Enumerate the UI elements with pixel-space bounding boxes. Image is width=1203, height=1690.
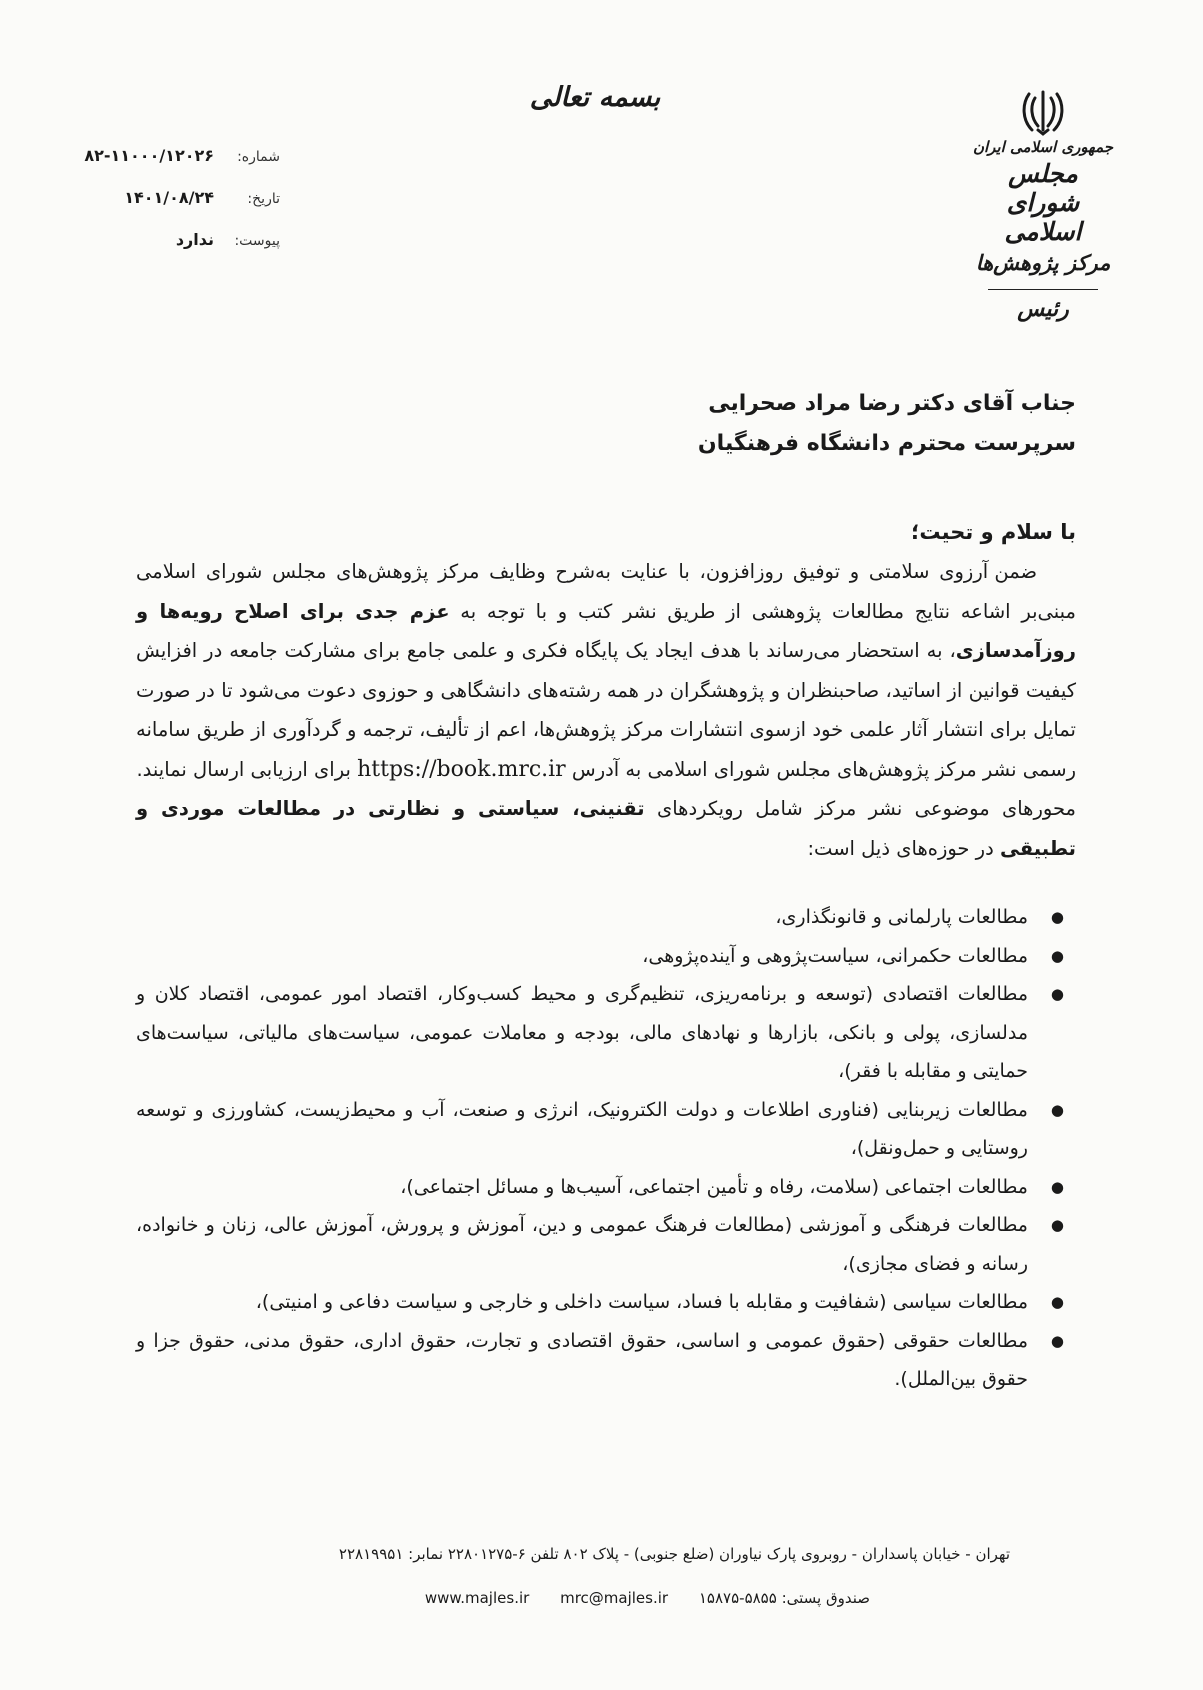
emblem-role: رئیس <box>1017 296 1069 323</box>
topic-text: مطالعات اقتصادی (توسعه و برنامه‌ریزی، تنظیم‌گری و محیط کسب‌وکار، اقتصاد امور عمومی، اقتصاد کلان و مدلسازی، پولی و بانکی، بازارها و نهادهای مالی، بودجه و معاملات عمومی، سیاست‌های مالیاتی، سیاست‌های حمایتی و مقابله با فقر)، <box>136 983 1028 1082</box>
bullet-icon: ● <box>1050 908 1064 926</box>
footer-contacts <box>220 1587 1010 1609</box>
para2-bold: تقنینی، سیاستی و نظارتی در مطالعات موردی و تطبیقی <box>136 797 1076 860</box>
letterhead-emblem <box>968 88 1118 322</box>
list-item <box>136 1206 1076 1283</box>
list-item <box>136 1168 1076 1207</box>
recipient-name: جناب آقای دکتر رضا مراد صحرایی <box>708 391 1076 416</box>
para1-bold: عزم جدی برای اصلاح رویه‌ها و روزآمدسازی <box>136 599 1076 662</box>
bullet-icon: ● <box>1050 1331 1064 1350</box>
bullet-icon: ● <box>1050 1216 1064 1234</box>
para1-text-c: برای ارزیابی ارسال نمایند. <box>136 757 358 781</box>
bullet-icon: ● <box>1050 1177 1064 1196</box>
footer-website-link[interactable]: www.majles.ir <box>424 1589 530 1607</box>
meta-attachment-row <box>60 230 280 272</box>
topic-text: مطالعات حقوقی (حقوق عمومی و اساسی، حقوق اقتصادی و تجارت، حقوق اداری، حقوق مدنی، حقوق جزا و حقوق بین‌الملل). <box>136 1329 1028 1390</box>
meta-date-label: تاریخ: <box>247 191 280 207</box>
letter-footer <box>220 1543 1010 1609</box>
list-item <box>136 937 1076 976</box>
letter-meta <box>60 146 280 272</box>
list-item <box>136 898 1076 937</box>
iran-emblem-icon <box>1020 88 1066 136</box>
meta-date-row <box>60 188 280 230</box>
footer-po-box: صندوق پستی: ۵۸۵۵-۱۵۸۷۵ <box>698 1589 870 1607</box>
emblem-divider <box>988 289 1098 290</box>
emblem-org-name: مجلس شورای اسلامی <box>1004 159 1082 246</box>
bullet-icon: ● <box>1050 1100 1064 1119</box>
body-paragraph-1 <box>136 552 1076 789</box>
para2-text-a: محورهای موضوعی نشر مرکز شامل رویکردهای <box>644 797 1076 820</box>
para2-text-b: در حوزه‌های ذیل است: <box>807 836 1000 860</box>
meta-attachment-label: پیوست: <box>234 233 280 249</box>
para1-text-a: ضمن آرزوی سلامتی و توفیق روزافزون، با عنایت به‌شرح وظایف مرکز پژوهش‌های مجلس شورای اسلامی مبنی‌بر اشاعه نتایج مطالعات پژوهشی از طریق نشر کتب و با توجه به <box>136 560 1076 623</box>
topic-text: مطالعات فرهنگی و آموزشی (مطالعات فرهنگ عمومی و دین، آموزش و پرورش، آموزش عالی، زنان و خانواده، رسانه و فضای مجازی)، <box>136 1214 1028 1275</box>
topic-text: مطالعات اجتماعی (سلامت، رفاه و تأمین اجتماعی، آسیب‌ها و مسائل اجتماعی)، <box>400 1175 1028 1198</box>
bullet-icon: ● <box>1050 1293 1064 1311</box>
list-item <box>136 1283 1076 1322</box>
topic-text: مطالعات پارلمانی و قانونگذاری، <box>775 906 1028 928</box>
topic-text: مطالعات حکمرانی، سیاست‌پژوهی و آینده‌پژوهی، <box>642 944 1028 967</box>
footer-email-link[interactable]: mrc@majles.ir <box>560 1589 669 1607</box>
recipient-title: سرپرست محترم دانشگاه فرهنگیان <box>697 431 1076 456</box>
greeting: با سلام و تحیت؛ <box>911 520 1076 544</box>
emblem-org-center: مرکز پژوهش‌ها <box>975 250 1111 276</box>
meta-number-value: ۸۲-۱۱۰۰۰/۱۲۰۲۶ <box>84 146 214 165</box>
para1-text-b: ، به استحضار می‌رساند با هدف ایجاد یک پایگاه فکری و علمی جامع برای مشارکت جامعه در افزایش کیفیت قوانین از اساتید، صاحبنظران و پژوهشگران در همه رشته‌های دانشگاهی و حوزوی دعوت می‌شود تا در صورت تمایل برای انتشار آثار علمی خود ازسوی انتشارات مرکز پژوهش‌ها، اعم از تألیف، ترجمه و گردآوری از طریق سامانه رسمی نشر مرکز پژوهش‌های مجلس شورای اسلامی به آدرس <box>136 639 1076 781</box>
submission-url-link[interactable]: https://book.mrc.ir <box>357 756 566 782</box>
meta-number-label: شماره: <box>237 149 280 165</box>
meta-number-row <box>60 146 280 188</box>
meta-attachment-value: ندارد <box>175 230 214 249</box>
footer-address: تهران - خیابان پاسداران - روبروی پارک نیاوران (ضلع جنوبی) - پلاک ۸۰۲ تلفن ۶-۲۲۸۰۱۲۷۵ نمابر: ۲۲۸۱۹۹۵۱ <box>338 1545 1010 1563</box>
list-item <box>136 1322 1076 1399</box>
bullet-icon: ● <box>1050 946 1064 965</box>
bismillah-heading: بسمه تعالی <box>529 82 661 113</box>
body-paragraph-2 <box>136 789 1076 868</box>
letter-content <box>136 384 1076 1399</box>
emblem-country-name: جمهوری اسلامی ایران <box>972 138 1114 156</box>
list-item <box>136 975 1076 1091</box>
bullet-icon: ● <box>1050 985 1064 1003</box>
topic-text: مطالعات زیربنایی (فناوری اطلاعات و دولت الکترونیک، انرژی و صنعت، آب و محیط‌زیست، کشاورزی و توسعه روستایی و حمل‌ونقل)، <box>136 1098 1028 1159</box>
meta-date-value: ۱۴۰۱/۰۸/۲۴ <box>124 188 214 207</box>
topic-list <box>136 898 1076 1399</box>
list-item <box>136 1091 1076 1168</box>
topic-text: مطالعات سیاسی (شفافیت و مقابله با فساد، سیاست داخلی و خارجی و سیاست دفاعی و امنیتی)، <box>255 1291 1028 1313</box>
